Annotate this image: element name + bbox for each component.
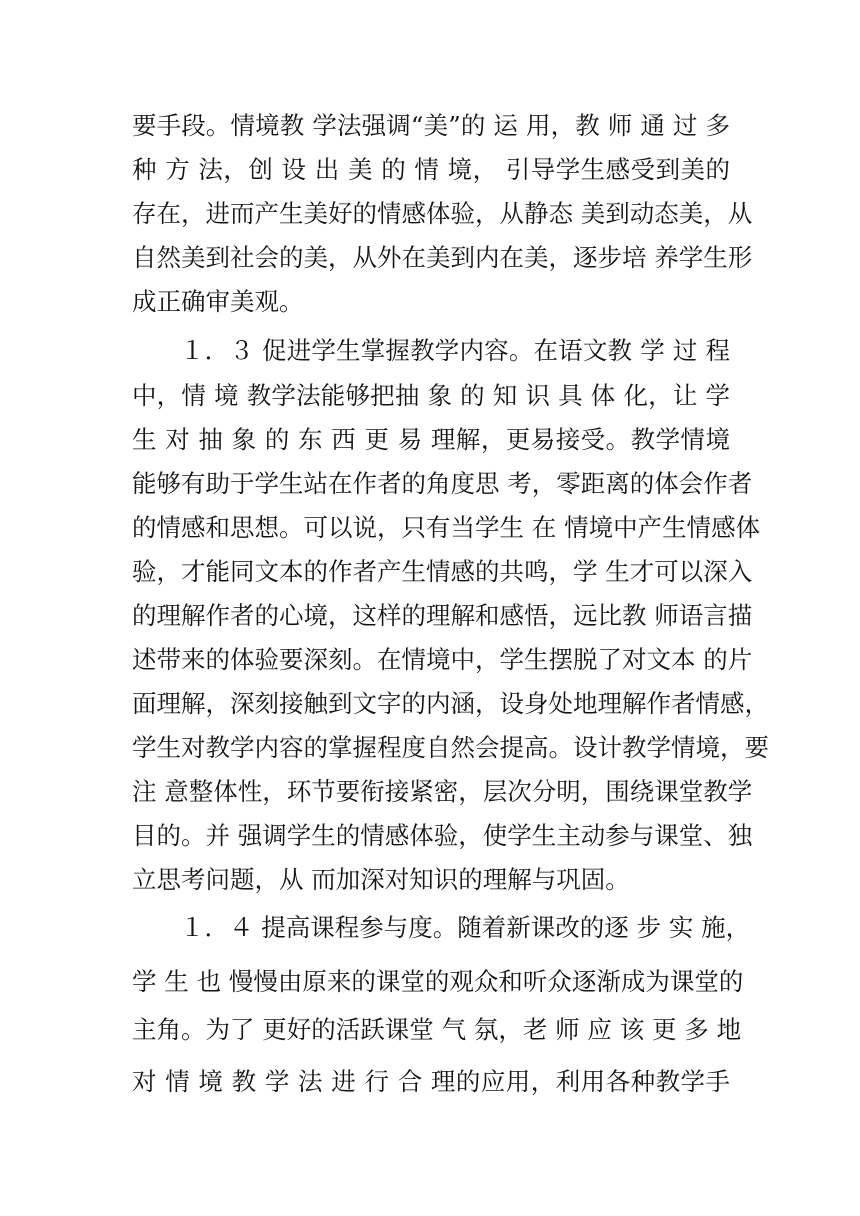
text-line: 述带来的体验要深刻。在情境中，学生摆脱了对文本 的片	[132, 645, 753, 674]
section-heading-1-3: １．３ 促进学生掌握教学内容。在语文教 学 过 程	[180, 336, 730, 365]
text-line: 注 意整体性，环节要衔接紧密，层次分明，围绕课堂教学	[132, 777, 753, 806]
text-line: 种 方 法，创 设 出 美 的 情 境， 引导学生感受到美的	[132, 155, 730, 184]
text-line: 验，才能同文本的作者产生情感的共鸣，学 生才可以深入	[132, 557, 753, 586]
text-line: 立思考问题，从 而加深对知识的理解与巩固。	[132, 865, 630, 894]
text-line: 存在，进而产生美好的情感体验，从静态 美到动态美，从	[132, 199, 753, 228]
text-line: 生 对 抽 象 的 东 西 更 易 理解，更易接受。教学情境	[132, 425, 730, 454]
text-line: 成正确审美观。	[132, 287, 304, 316]
text-line: 中，情 境 教学法能够把抽 象 的 知 识 具 体 化，让 学	[132, 381, 730, 410]
text-line: 学生对教学内容的掌握程度自然会提高。设计教学情境，要	[132, 733, 769, 762]
text-line: 要手段。情境教 学法强调“美”的 运 用，教 师 通 过 多	[132, 111, 730, 140]
text-line: 主角。为了 更好的活跃课堂 气 氛，老 师 应 该 更 多 地	[132, 1015, 742, 1044]
text-line: 的情感和思想。可以说，只有当学生 在 情境中产生情感体	[132, 513, 761, 542]
text-line: 面理解，深刻接触到文字的内涵，设身处地理解作者情感，	[132, 689, 769, 718]
text-line: 对 情 境 教 学 法 进 行 合 理的应用，利用各种教学手	[132, 1067, 730, 1096]
text-line: 学 生 也 慢慢由原来的课堂的观众和听众逐渐成为课堂的	[132, 967, 744, 996]
text-line: 目的。并 强调学生的情感体验，使学生主动参与课堂、独	[132, 821, 753, 850]
text-line: 的理解作者的心境，这样的理解和感悟，远比教 师语言描	[132, 601, 753, 630]
text-line: 能够有助于学生站在作者的角度思 考，零距离的体会作者	[132, 469, 753, 498]
text-line: 自然美到社会的美，从外在美到内在美，逐步培 养学生形	[132, 243, 753, 272]
section-heading-1-4: １．４ 提高课程参与度。随着新课改的逐 步 实 施，	[180, 913, 751, 942]
